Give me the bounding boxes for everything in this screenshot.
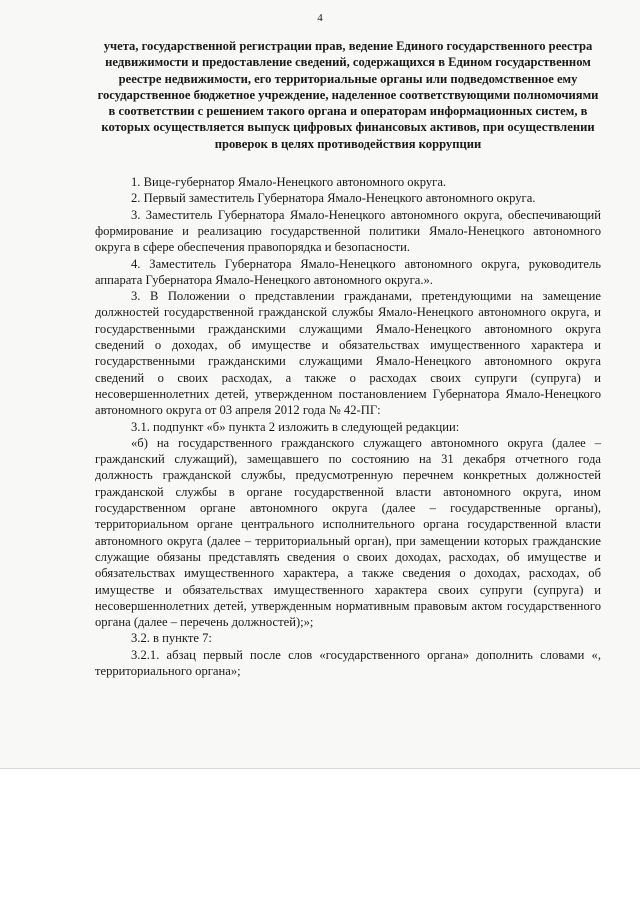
paragraph-9: 3.2.1. абзац первый после слов «государственного органа» дополнить словами «, территориального органа»;	[95, 647, 601, 678]
page-number: 4	[317, 12, 323, 24]
paragraph-7: «б) на государственного гражданского служащего автономного округа (далее – гражданский служащий), замещавшего по состоянию на 31 декабря отчетного года должность гражданской службы, предусмотренную перечнем конкретных должностей гражданской службы в органе государственной власти автономного округа, ином государственном органе автономного округа (далее – государственные органы), территориальном органе центрального исполнительного органа государственной власти автономного округа (далее – территориальный орган), при замещении которых гражданские служащие обязаны представлять сведения о своих доходах, расходах, об имуществе и обязательствах имущественного характера, а также сведения о доходах, расходах, об имуществе и обязательствах имущественного характера своих супруги (супруга) и несовершеннолетних детей, утвержденным нормативным правовым актом государственного органа (далее – перечень должностей);»;	[95, 435, 601, 630]
paragraph-6: 3.1. подпункт «б» пункта 2 изложить в следующей редакции:	[131, 419, 460, 434]
paragraph-1: 1. Вице-губернатор Ямало-Ненецкого автономного округа.	[131, 175, 447, 190]
paragraph-3: 3. Заместитель Губернатора Ямало-Ненецкого автономного округа, обеспечивающий формирование и реализацию государственной политики Ямало-Ненецкого автономного округа в сфере обеспечения правопорядка и безопасности.	[95, 207, 601, 255]
document-body	[95, 38, 601, 679]
paragraph-4: 4. Заместитель Губернатора Ямало-Ненецкого автономного округа, руководитель аппарата Губернатора Ямало-Ненецкого автономного округа.».	[95, 256, 601, 287]
paragraph-2: 2. Первый заместитель Губернатора Ямало-Ненецкого автономного округа.	[131, 191, 536, 206]
paragraph-5: 3. В Положении о представлении гражданами, претендующими на замещение должностей государственной гражданской службы Ямало-Ненецкого автономного округа, и государственными гражданскими служащими Ямало-Ненецкого автономного округа сведений о доходах, об имуществе и обязательствах имущественного характера и государственными гражданскими служащими Ямало-Ненецкого автономного округа сведений о своих расходах, а также о расходах своих супруги (супруга) и несовершеннолетних детей, утвержденном постановлением Губернатора Ямало-Ненецкого автономного округа от 03 апреля 2012 года № 42-ПГ:	[95, 289, 601, 418]
section-heading: учета, государственной регистрации прав, ведение Единого государственного реестра недвижимости и предоставление сведений, содержащихся в Едином государственном реестре недвижимости, его территориальные органы или подведомственное ему государственное бюджетное учреждение, наделенное соответствующими полномочиями в соответствии с решением такого органа и операторам информационных систем, в которых осуществляется выпуск цифровых финансовых активов, при осуществлении проверок в целях противодействия коррупции	[97, 39, 599, 151]
paragraph-8: 3.2. в пункте 7:	[131, 631, 212, 646]
blank-area	[0, 769, 640, 905]
